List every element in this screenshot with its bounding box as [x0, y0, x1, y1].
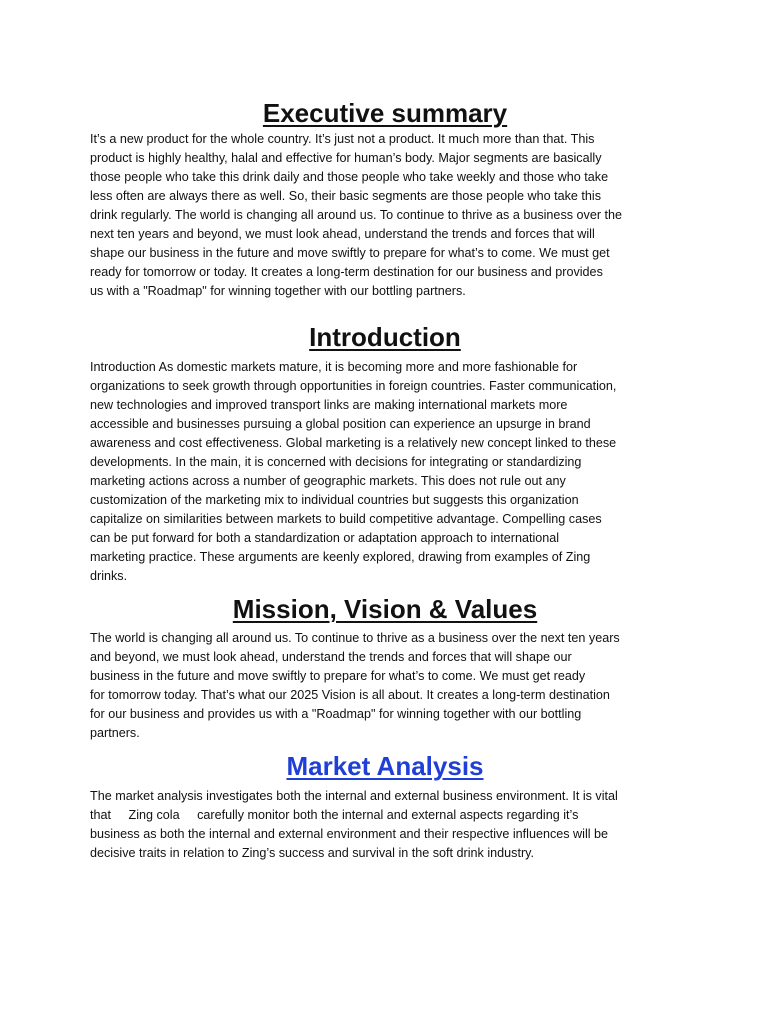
paragraph-line: ready for tomorrow or today. It creates a long-term destination for our business and provides	[90, 265, 603, 279]
executive-summary-paragraph	[90, 130, 680, 301]
paragraph-line: drinks.	[90, 569, 128, 583]
paragraph-line: partners.	[90, 726, 140, 740]
paragraph-line: business as both the internal and external environment and their respective influences will be	[90, 827, 609, 841]
document-page	[90, 92, 680, 863]
paragraph-line: The world is changing all around us. To continue to thrive as a business over the next ten years	[90, 631, 620, 645]
paragraph-line: The market analysis investigates both the internal and external business environment. It is vital	[90, 789, 618, 803]
paragraph-line: drink regularly. The world is changing all around us. To continue to thrive as a business over the	[90, 208, 623, 222]
paragraph-line: business in the future and move swiftly to prepare for what’s to come. We must get ready	[90, 669, 586, 683]
introduction-heading: Introduction	[309, 322, 461, 352]
paragraph-line: accessible and businesses pursuing a global position can experience an upsurge in brand	[90, 417, 591, 431]
paragraph-line: marketing practice. These arguments are keenly explored, drawing from examples of Zing	[90, 550, 591, 564]
mission-vision-values-paragraph	[90, 629, 680, 743]
paragraph-line: and beyond, we must look ahead, understand the trends and forces that will shape our	[90, 650, 572, 664]
paragraph-line: us with a "Roadmap" for winning together with our bottling partners.	[90, 284, 466, 298]
market-analysis-paragraph	[90, 787, 680, 863]
paragraph-line: that Zing cola carefully monitor both the internal and external aspects regarding it’s	[90, 808, 579, 822]
paragraph-line: It’s a new product for the whole country. It’s just not a product. It much more than that. This	[90, 132, 595, 146]
paragraph-line: decisive traits in relation to Zing’s success and survival in the soft drink industry.	[90, 846, 535, 860]
paragraph-line: for tomorrow today. That’s what our 2025 Vision is all about. It creates a long-term destination	[90, 688, 610, 702]
executive-summary-heading: Executive summary	[262, 98, 508, 128]
paragraph-line: awareness and cost effectiveness. Global marketing is a relatively new concept linked to these	[90, 436, 617, 450]
paragraph-line: next ten years and beyond, we must look ahead, understand the trends and forces that will	[90, 227, 595, 241]
paragraph-line: organizations to seek growth through opportunities in foreign countries. Faster communication,	[90, 379, 617, 393]
paragraph-line: customization of the marketing mix to individual countries but suggests this organization	[90, 493, 579, 507]
paragraph-line: product is highly healthy, halal and effective for human’s body. Major segments are basically	[90, 151, 602, 165]
paragraph-line: shape our business in the future and move swiftly to prepare for what’s to come. We must get	[90, 246, 610, 260]
introduction-paragraph	[90, 358, 680, 586]
paragraph-line: those people who take this drink daily and those people who take weekly and those who take	[90, 170, 609, 184]
paragraph-line: new technologies and improved transport links are making international markets more	[90, 398, 568, 412]
market-analysis-heading: Market Analysis	[286, 751, 484, 781]
mission-vision-values-heading: Mission, Vision & Values	[232, 594, 538, 624]
paragraph-line: marketing actions across a number of geographic markets. This does not rule out any	[90, 474, 566, 488]
paragraph-line: Introduction As domestic markets mature, it is becoming more and more fashionable for	[90, 360, 578, 374]
paragraph-line: for our business and provides us with a "Roadmap" for winning together with our bottling	[90, 707, 582, 721]
paragraph-line: capitalize on similarities between markets to build competitive advantage. Compelling cases	[90, 512, 602, 526]
paragraph-line: developments. In the main, it is concerned with decisions for integrating or standardizing	[90, 455, 582, 469]
paragraph-line: less often are always there as well. So, their basic segments are those people who take this	[90, 189, 602, 203]
paragraph-line: can be put forward for both a standardization or adaptation approach to international	[90, 531, 560, 545]
